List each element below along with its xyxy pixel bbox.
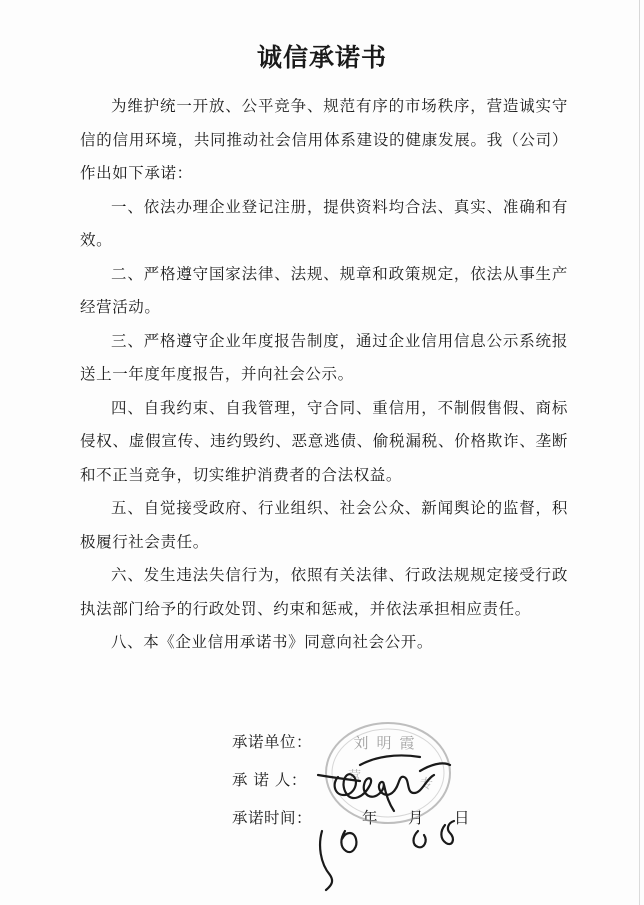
promise-unit-label: 承诺单位： [232,733,313,751]
svg-text:刘明霞: 刘明霞 [353,734,423,752]
paragraph-item-4: 四、自我约束、自我管理，守合同、重信用，不制假售假、商标侵权、虚假宣传、违约毁约、恶意逃债、偷税漏税、价格欺诈、垄断和不正当竞争，切实维护消费者的合法权益。 [80,398,568,484]
document-title: 诚信承诺书 [256,43,387,72]
scan-edge-line [639,0,640,905]
date-month-char: 月 [408,809,424,827]
svg-text:营: 营 [348,769,362,784]
paragraph-item-1: 一、依法办理企业登记注册，提供资料均合法、真实、准确和有效。 [80,197,568,249]
paragraph-item-5: 五、自觉接受政府、行业组织、社会公众、新闻舆论的监督，积极履行社会责任。 [80,499,568,551]
document-body [80,90,568,660]
paragraph-item-2: 二、严格遵守国家法律、法规、规章和政策规定，依法从事生产经营活动。 [80,264,568,316]
promise-date-label: 承诺时间： [232,809,313,827]
svg-text:专: 专 [420,777,434,792]
paragraph-item-3: 三、严格遵守企业年度报告制度，通过企业信用信息公示系统报送上一年度年度报告，并向社会公示。 [80,331,568,383]
paragraph-item-6: 六、发生违法失信行为，依照有关法律、行政法规规定接受行政执法部门给予的行政处罚、约束和惩戒，并依法承担相应责任。 [80,566,568,618]
date-year-char: 年 [362,809,378,827]
date-day-char: 日 [454,809,470,827]
handwritten-signature [300,735,480,895]
paragraph-item-8: 八、本《企业信用承诺书》同意向社会公开。 [111,633,434,651]
promise-person-label: 承 诺 人： [232,771,307,789]
paragraph-intro: 为维护统一开放、公平竞争、规范有序的市场秩序，营造诚实守信的信用环境，共同推动社会信用体系建设的健康发展。我（公司）作出如下承诺： [80,97,568,182]
